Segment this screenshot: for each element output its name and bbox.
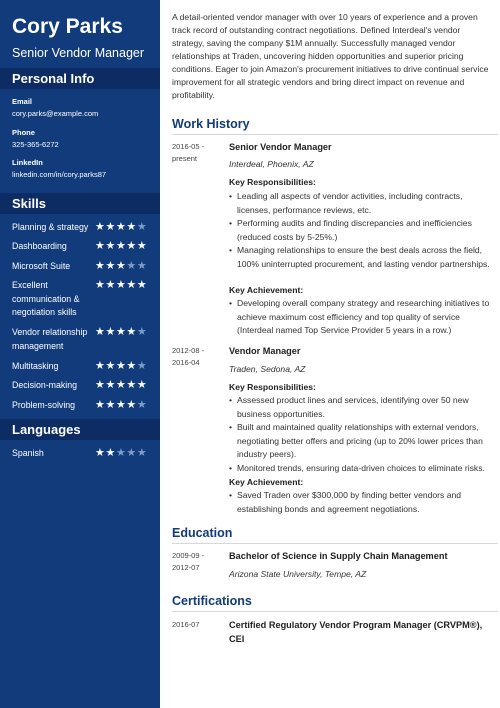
certifications-heading: Certifications — [172, 594, 252, 608]
email-value[interactable]: cory.parks@example.com — [12, 109, 99, 118]
skill-rating-stars — [95, 399, 147, 411]
skill-name: Excellent communication & negotiation skills — [12, 280, 80, 317]
star-filled-icon: ★ — [115, 326, 127, 338]
responsibilities-label: Key Responsibilities: — [229, 382, 316, 392]
star-filled-icon: ★ — [136, 240, 148, 252]
achievements-list — [229, 297, 491, 338]
skill-rating-stars — [95, 240, 147, 252]
skill-name: Vendor relationship management — [12, 327, 88, 351]
star-filled-icon: ★ — [105, 221, 116, 233]
star-empty-icon: ★ — [136, 399, 148, 411]
skill-name: Decision-making — [12, 380, 78, 390]
section-divider — [172, 134, 498, 135]
star-filled-icon: ★ — [95, 240, 106, 252]
responsibilities-label: Key Responsibilities: — [229, 177, 316, 187]
job-date: 2016-05 - present — [172, 142, 205, 163]
sidebar — [0, 0, 160, 708]
star-empty-icon: ★ — [126, 260, 137, 272]
achievement-label: Key Achievement: — [229, 477, 304, 487]
star-filled-icon: ★ — [105, 379, 116, 391]
education-heading: Education — [172, 526, 233, 540]
star-filled-icon: ★ — [115, 221, 127, 233]
skill-name: Planning & strategy — [12, 222, 89, 232]
job-title: Senior Vendor Manager — [12, 46, 145, 60]
star-filled-icon: ★ — [105, 240, 116, 252]
list-item: • Saved Traden over $300,000 by finding better vendors and establishing bonds and agreement negotiations. — [229, 489, 491, 516]
star-filled-icon: ★ — [105, 447, 116, 459]
star-filled-icon: ★ — [95, 399, 106, 411]
language-rating-stars — [95, 447, 147, 459]
languages-heading: Languages — [12, 422, 81, 437]
star-empty-icon: ★ — [136, 221, 148, 233]
linkedin-value[interactable]: linkedin.com/in/cory.parks87 — [12, 170, 107, 179]
job-date: 2012-08 - 2016-04 — [172, 346, 205, 367]
list-item: • Performing audits and finding discrepancies and inefficiencies (reduced costs by 5-25%.) — [229, 217, 491, 244]
star-filled-icon: ★ — [126, 399, 137, 411]
job-company: Interdeal, Phoenix, AZ — [229, 159, 314, 169]
certification-name: Certified Regulatory Vendor Program Manager (CRVPM®), CEI — [229, 620, 483, 644]
skill-rating-stars — [95, 279, 147, 291]
list-item: • Monitored trends, ensuring data-driven choices to eliminate risks. — [229, 462, 491, 476]
star-filled-icon: ★ — [126, 279, 137, 291]
job-position: Vendor Manager — [229, 346, 301, 356]
star-empty-icon: ★ — [136, 447, 148, 459]
skill-name: Microsoft Suite — [12, 261, 71, 271]
star-filled-icon: ★ — [115, 279, 127, 291]
work-history-heading: Work History — [172, 117, 250, 131]
star-filled-icon: ★ — [95, 221, 106, 233]
phone-label: Phone — [12, 128, 35, 137]
candidate-name: Cory Parks — [12, 15, 123, 38]
main-content — [160, 0, 500, 708]
responsibilities-list — [229, 394, 491, 475]
star-filled-icon: ★ — [115, 260, 127, 272]
skill-rating-stars — [95, 360, 147, 372]
star-filled-icon: ★ — [115, 240, 127, 252]
list-item: • Leading all aspects of vendor activities, including contracts, licenses, performance reviews, etc. — [229, 190, 491, 217]
star-filled-icon: ★ — [105, 360, 116, 372]
star-filled-icon: ★ — [105, 326, 116, 338]
skill-name: Problem-solving — [12, 400, 76, 410]
star-filled-icon: ★ — [95, 379, 106, 391]
star-filled-icon: ★ — [105, 260, 116, 272]
list-item: • Built and maintained quality relationships with external vendors, negotiating better offers and pricing (up to 20% lower prices than industry peers). — [229, 421, 491, 462]
star-filled-icon: ★ — [126, 240, 137, 252]
language-name: Spanish — [12, 448, 44, 458]
star-filled-icon: ★ — [115, 379, 127, 391]
professional-summary: A detail-oriented vendor manager with over 10 years of experience and a proven track record of outstanding contract negotiations. Defined Interdeal's vendor strategy, saving the company $1M annually. Successfully managed vendor relationships at Traden, uncovering hidden opportunities and superior pricing conditions. Eager to join Amazon's procurement initiatives to drive continual service improvement for all strategic vendors and bring direct impact on revenue and profitability. — [172, 12, 489, 100]
star-empty-icon: ★ — [136, 260, 148, 272]
skill-name: Multitasking — [12, 361, 59, 371]
section-divider — [172, 611, 498, 612]
phone-value[interactable]: 325-365-6272 — [12, 140, 59, 149]
list-item: • Developing overall company strategy and researching initiatives to achieve maximum cost efficiency and top quality of service (Interdeal named Top Service Provider 5 years in a row.) — [229, 297, 491, 338]
school-name: Arizona State University, Tempe, AZ — [229, 569, 367, 579]
degree-name: Bachelor of Science in Supply Chain Management — [229, 551, 448, 561]
star-empty-icon: ★ — [136, 360, 148, 372]
star-filled-icon: ★ — [115, 399, 127, 411]
star-filled-icon: ★ — [126, 379, 137, 391]
email-label: Email — [12, 97, 33, 106]
star-filled-icon: ★ — [95, 279, 106, 291]
star-filled-icon: ★ — [115, 360, 127, 372]
star-filled-icon: ★ — [105, 399, 116, 411]
skill-rating-stars — [95, 221, 147, 233]
achievements-list — [229, 489, 491, 516]
star-empty-icon: ★ — [126, 447, 137, 459]
star-empty-icon: ★ — [115, 447, 127, 459]
education-date: 2009-09 - 2012-07 — [172, 551, 205, 572]
skills-heading: Skills — [12, 196, 46, 211]
skill-rating-stars — [95, 379, 147, 391]
job-position: Senior Vendor Manager — [229, 142, 332, 152]
star-filled-icon: ★ — [105, 279, 116, 291]
responsibilities-list — [229, 190, 491, 271]
star-filled-icon: ★ — [95, 360, 106, 372]
star-filled-icon: ★ — [126, 326, 137, 338]
list-item: • Managing relationships to ensure the best deals across the field, 100% uninterrupted procurement, and lasting vendor partnerships. — [229, 244, 491, 271]
certification-date: 2016-07 — [172, 620, 200, 629]
star-filled-icon: ★ — [136, 379, 148, 391]
star-filled-icon: ★ — [95, 326, 106, 338]
star-filled-icon: ★ — [95, 447, 106, 459]
skill-rating-stars — [95, 260, 147, 272]
star-empty-icon: ★ — [136, 326, 148, 338]
achievement-label: Key Achievement: — [229, 285, 304, 295]
list-item: • Assessed product lines and services, identifying over 50 new business opportunities. — [229, 394, 491, 421]
star-filled-icon: ★ — [126, 221, 137, 233]
linkedin-label: LinkedIn — [12, 158, 43, 167]
star-filled-icon: ★ — [95, 260, 106, 272]
star-filled-icon: ★ — [126, 360, 137, 372]
skill-rating-stars — [95, 326, 147, 338]
star-filled-icon: ★ — [136, 279, 148, 291]
skill-name: Dashboarding — [12, 241, 67, 251]
job-company: Traden, Sedona, AZ — [229, 364, 306, 374]
personal-info-heading: Personal Info — [12, 71, 95, 86]
section-divider — [172, 543, 498, 544]
